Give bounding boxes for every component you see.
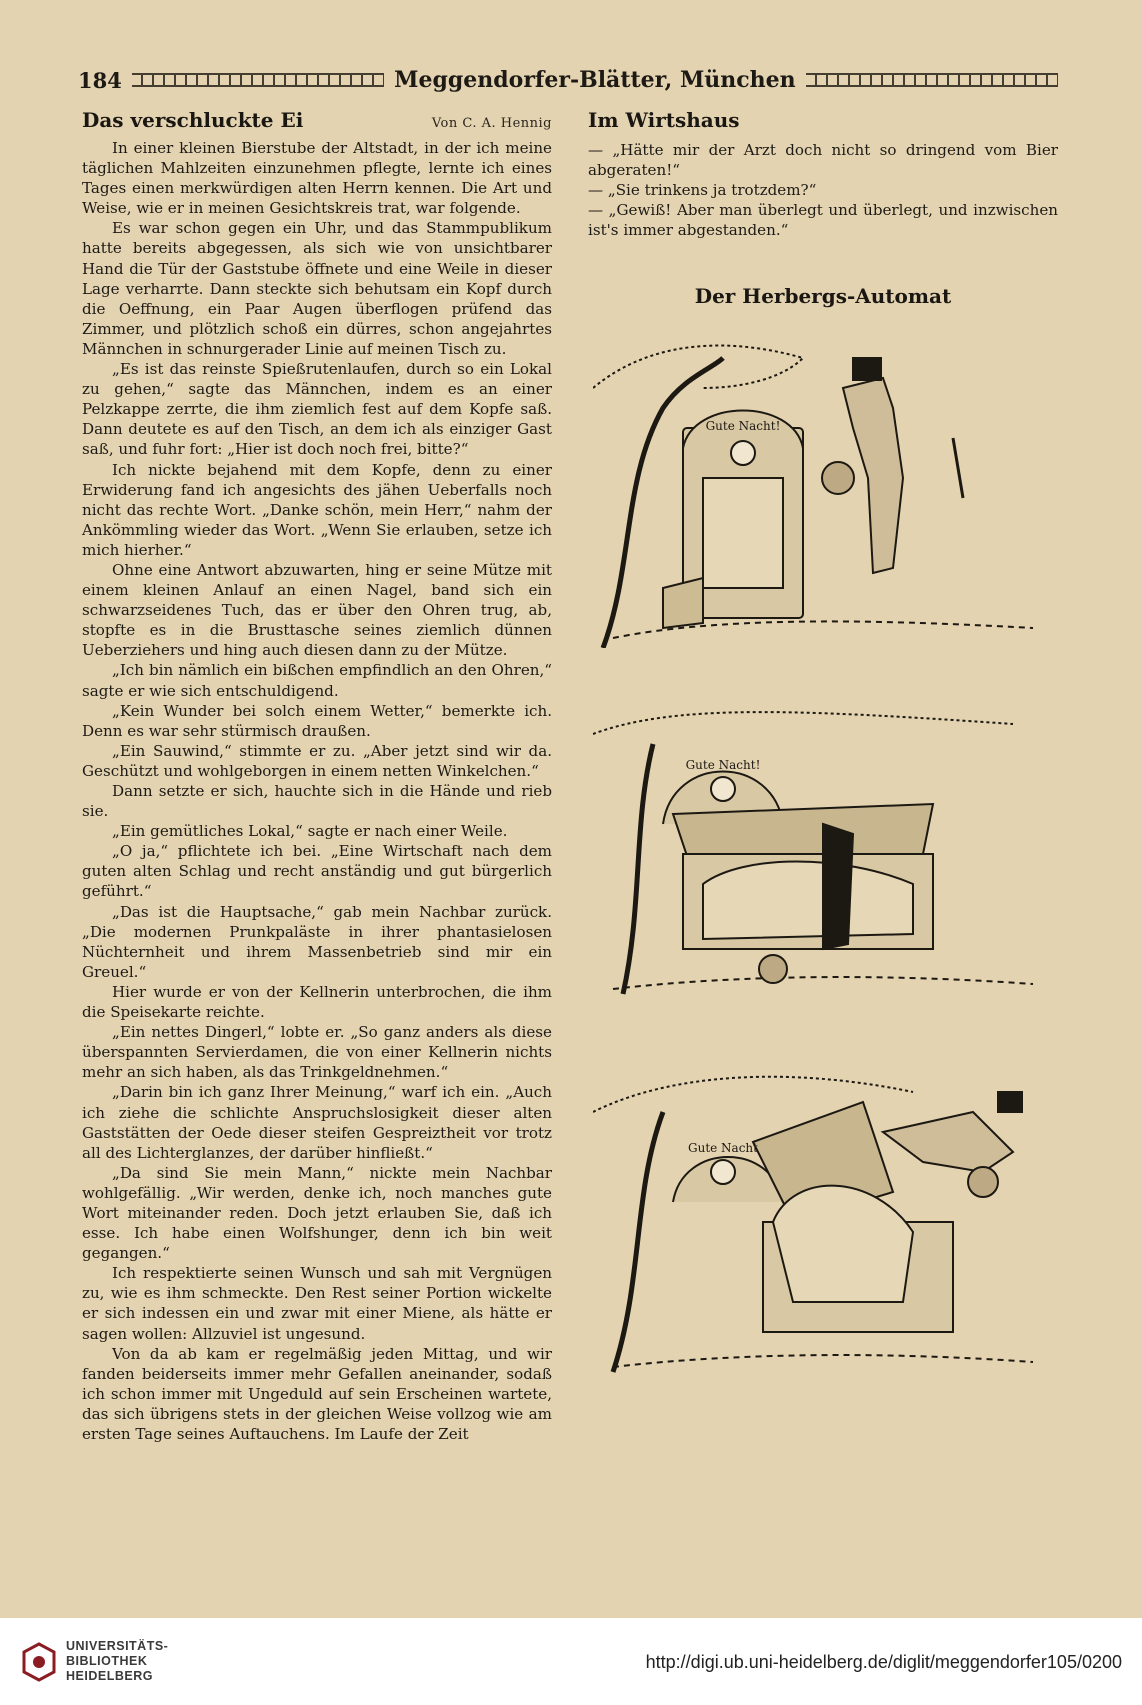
journal-title: Meggendorfer-Blätter, München xyxy=(394,67,796,93)
clock-icon xyxy=(731,441,755,465)
page-number: 184 xyxy=(78,67,122,93)
library-line: UNIVERSITÄTS- xyxy=(66,1639,169,1653)
page-header xyxy=(78,62,1058,98)
story-paragraph: „Ein nettes Dingerl,“ lobte er. „So ganz anders als diese überspannten Servierdamen, die von einer Kellnerin nichts mehr an sich haben, als das Trinkgeldnehmen.“ xyxy=(82,1023,552,1082)
automat-slot xyxy=(703,478,783,588)
ground xyxy=(613,1355,1033,1367)
bundle xyxy=(759,955,787,983)
tree-trunk xyxy=(613,1112,663,1372)
library-line: BIBLIOTHEK xyxy=(66,1654,148,1668)
clock-icon xyxy=(711,777,735,801)
story-paragraph: In einer kleinen Bierstube der Altstadt, in der ich meine täglichen Mahlzeiten einzunehmen pflegte, lernte ich eines Tages einen merkwürdigen alten Herrn kennen. Die Art und Weise, wie er in meinen Gesichtskreis trat, war folgende. xyxy=(82,139,552,218)
story-paragraph: „Darin bin ich ganz Ihrer Meinung,“ warf ich ein. „Auch ich ziehe die schlichte Anspruchslosigkeit dieser alten Gaststätten der Oede dieser steifen Gespreiztheit vor trotz all des Lichterglanzes, der darüber hinfließt.“ xyxy=(82,1083,552,1162)
joke-line: — „Gewiß! Aber man überlegt und überlegt, und inzwischen ist's immer abgestanden.“ xyxy=(588,201,1058,240)
joke-line: — „Sie trinkens ja trotzdem?“ xyxy=(588,181,817,200)
story-byline: Von C. A. Hennig xyxy=(431,116,552,131)
story-paragraph: „Ein Sauwind,“ stimmte er zu. „Aber jetzt sind wir da. Geschützt und wohlgeborgen in einem netten Winkelchen.“ xyxy=(82,741,552,780)
library-logo[interactable] xyxy=(22,1639,168,1684)
joke-title: Im Wirtshaus xyxy=(588,108,740,132)
story-paragraph: „O ja,“ pflichtete ich bei. „Eine Wirtschaft nach dem guten alten Schlag und recht anständig und gut bürgerlich geführt.“ xyxy=(82,842,552,901)
story-paragraph: „Da sind Sie mein Mann,“ nickte mein Nachbar wohlgefällig. „Wir werden, denke ich, noch manches gute Wort miteinander reden. Doch jetzt erlauben Sie, daß ich esse. Ich habe einen Wolfshunger, denn ich bin weit gegangen.“ xyxy=(82,1163,552,1263)
cartoon-panel-1 xyxy=(593,318,1053,648)
bed-canopy xyxy=(673,804,933,859)
story-paragraph: Ich respektierte seinen Wunsch und sah mit Vergnügen zu, wie es ihm schmeckte. Den Rest seiner Portion wickelte er sich indessen ein und zwar mit einer Miene, als hätte er sagen wollen: Allzuviel ist ungesund. xyxy=(82,1264,552,1343)
story-paragraph: Es war schon gegen ein Uhr, und das Stammpublikum hatte bereits abgegessen, als sich wie von unsichtbarer Hand die Tür der Gaststube öffnete und eine Weile in dieser Lage verharrte. Dann steckte sich behutsam ein Kopf durch die Oeffnung, ein Paar Augen überflogen prüfend das Zimmer, und plötzlich schoß ein dürres, schon angejahrtes Männchen in schnurgerader Linie auf meinen Tisch zu. xyxy=(82,219,552,358)
sleeper-blanket xyxy=(703,862,913,940)
joke-line: — „Hätte mir der Arzt doch nicht so dringend vom Bier abgeraten!“ xyxy=(588,141,1058,180)
bundle xyxy=(822,462,854,494)
story-paragraph: „Es ist das reinste Spießrutenlaufen, durch so ein Lokal zu gehen,“ sagte das Männchen, indem es an einer Pelzkappe zerrte, die ihm ziemlich fest auf dem Kopfe saß. Dann deutete es auf den Tisch, an dem ich als einziger Gast saß, und fuhr fort: „Hier ist doch noch frei, bitte?“ xyxy=(82,360,552,459)
story-paragraph: „Ein gemütliches Lokal,“ sagte er nach einer Weile. xyxy=(112,822,508,841)
right-column xyxy=(588,108,1058,1382)
tree-trunk xyxy=(623,744,653,994)
tree-foliage xyxy=(593,713,1013,735)
top-hat xyxy=(853,358,881,380)
joke-body xyxy=(588,140,1058,240)
library-line: HEIDELBERG xyxy=(66,1669,153,1683)
story-body xyxy=(82,138,552,1444)
automat-base xyxy=(663,578,703,628)
automat-sign: Gute Nacht! xyxy=(685,758,761,773)
falling-traveler xyxy=(883,1112,1013,1172)
header-ornament-right xyxy=(806,73,1058,87)
university-seal-icon xyxy=(22,1642,56,1682)
library-name xyxy=(66,1639,168,1684)
story-paragraph: „Kein Wunder bei solch einem Wetter,“ bemerkte ich. Denn es war sehr stürmisch draußen. xyxy=(82,701,552,740)
top-hat xyxy=(998,1092,1022,1112)
cartoon-title: Der Herbergs-Automat xyxy=(694,284,952,309)
story-paragraph: „Ich bin nämlich ein bißchen empfindlich an den Ohren,“ sagte er wie sich entschuldigend. xyxy=(82,661,552,700)
tree-foliage xyxy=(593,346,803,388)
automat-sign: Gute Nacht xyxy=(688,1141,758,1156)
story-paragraph: Von da ab kam er regelmäßig jeden Mittag, und wir fanden beiderseits immer mehr Gefallen aneinander, sodaß ich schon immer mit Ungeduld auf sein Erscheinen wartete, das sich übrigens stets in der gleichen Weise vollzog wie am ersten Tage seines Auftauchens. Im Laufe der Zeit xyxy=(82,1344,552,1443)
viewer-footer xyxy=(0,1618,1142,1705)
story-heading xyxy=(82,108,552,132)
story-title: Das verschluckte Ei xyxy=(82,108,304,132)
story-paragraph: Ohne eine Antwort abzuwarten, hing er seine Mütze mit einem kleinen Anlauf an einen Nagel, band sich ein schwarzseidenes Tuch, das er über den Ohren trug, ab, stopfte es in die Brusttasche seines ziemlich dünnen Ueberziehers und hing auch diesen dann zu der Mütze. xyxy=(82,560,552,660)
ground xyxy=(613,977,1033,989)
hanging-coat xyxy=(823,824,853,949)
story-paragraph: Ich nickte bejahend mit dem Kopfe, denn zu einer Erwiderung fand ich angesichts des jähen Ueberfalls noch nicht das rechte Wort. „Danke schön, mein Herr,“ nahm der Ankömmling wieder das Wort. „Wenn Sie erlauben, setze ich mich hierher.“ xyxy=(82,460,552,559)
story-paragraph: „Das ist die Hauptsache,“ gab mein Nachbar zurück. „Die modernen Prunkpaläste in ihrer phantasielosen Nüchternheit und ihrem Massenbetrieb sind mir ein Greuel.“ xyxy=(82,902,552,981)
sign-post xyxy=(953,438,963,498)
automat-sign: Gute Nacht! xyxy=(705,419,781,434)
source-url-link[interactable]: http://digi.ub.uni-heidelberg.de/diglit/meggendorfer105/0200 xyxy=(645,1652,1122,1672)
story-paragraph: Dann setzte er sich, hauchte sich in die Hände und rieb sie. xyxy=(82,782,552,821)
cartoon-panel-3 xyxy=(593,1052,1053,1382)
header-ornament-left xyxy=(132,73,384,87)
sleeper-under-cover xyxy=(773,1186,913,1302)
story-paragraph: Hier wurde er von der Kellnerin unterbrochen, die ihm die Speisekarte reichte. xyxy=(82,982,552,1022)
left-column xyxy=(82,108,552,1444)
clock-icon xyxy=(711,1160,735,1184)
bundle xyxy=(968,1167,998,1197)
cartoon-panel-2 xyxy=(593,704,1053,1004)
